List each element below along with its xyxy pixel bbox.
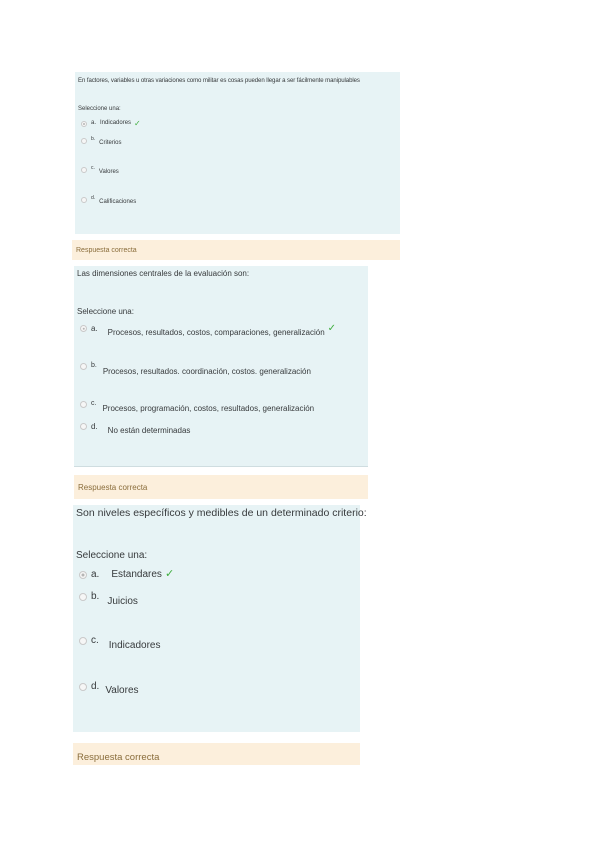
- radio-icon[interactable]: [79, 571, 87, 579]
- question-1-option-d[interactable]: [81, 195, 136, 205]
- option-letter: c.: [91, 165, 95, 171]
- question-3-box: [73, 505, 367, 732]
- option-label: Calificaciones: [99, 199, 137, 205]
- option-letter: a.: [91, 120, 97, 126]
- option-label: Juicios: [107, 596, 138, 607]
- checkmark-icon: ✓: [164, 568, 175, 580]
- question-2-option-c[interactable]: [80, 400, 314, 413]
- radio-icon[interactable]: [79, 637, 87, 645]
- question-1-option-c[interactable]: [81, 165, 119, 175]
- radio-icon[interactable]: [81, 138, 87, 144]
- radio-icon[interactable]: [81, 167, 87, 173]
- option-letter: d.: [91, 195, 96, 201]
- option-letter: b.: [91, 362, 97, 369]
- option-label: No están determinadas: [107, 426, 191, 435]
- option-letter: b.: [91, 136, 96, 142]
- question-1-option-b[interactable]: [81, 136, 122, 146]
- question-3-text: Son niveles específicos y medibles de un determinado criterio:: [76, 507, 367, 519]
- question-3-option-b[interactable]: [79, 591, 138, 607]
- option-letter: c.: [91, 635, 99, 646]
- radio-icon[interactable]: [79, 593, 87, 601]
- option-label: Indicadores: [108, 640, 161, 651]
- question-2-option-b[interactable]: [80, 362, 311, 376]
- question-1-feedback: Respuesta correcta: [72, 240, 400, 260]
- radio-icon[interactable]: [80, 325, 87, 332]
- option-letter: d.: [91, 422, 98, 431]
- question-2-option-a[interactable]: [80, 324, 336, 337]
- option-label: Indicadores: [100, 120, 132, 126]
- question-2-feedback: Respuesta correcta: [74, 475, 368, 499]
- option-label: Procesos, resultados. coordinación, costos. generalización: [102, 367, 311, 376]
- option-label: Valores: [98, 169, 119, 175]
- checkmark-icon: ✓: [327, 323, 337, 334]
- option-letter: a.: [91, 324, 98, 333]
- question-3-option-a[interactable]: [79, 569, 174, 580]
- question-2-box: [74, 266, 368, 466]
- radio-icon[interactable]: [81, 197, 87, 203]
- question-1-box: [75, 72, 400, 234]
- option-letter: b.: [91, 591, 100, 602]
- radio-icon[interactable]: [80, 423, 87, 430]
- checkmark-icon: ✓: [134, 119, 141, 128]
- question-2-text: Las dimensiones centrales de la evaluación son:: [77, 269, 250, 278]
- option-label: Procesos, programación, costos, resultados, generalización: [102, 404, 315, 413]
- question-2-prompt: Seleccione una:: [77, 307, 134, 316]
- radio-icon[interactable]: [79, 683, 87, 691]
- option-letter: a.: [91, 569, 100, 580]
- option-label: Estandares: [111, 569, 162, 580]
- question-2-divider: [74, 466, 368, 467]
- question-3-option-d[interactable]: [79, 681, 139, 696]
- question-3-feedback: Respuesta correcta: [73, 743, 360, 765]
- question-2-option-d[interactable]: [80, 422, 190, 435]
- question-1-text: En factores, variables u otras variaciones como militar es cosas pueden llegar a ser fácilmente manipulables: [78, 77, 360, 84]
- question-1-prompt: Seleccione una:: [78, 106, 121, 112]
- option-label: Procesos, resultados, costos, comparaciones, generalización: [107, 328, 325, 337]
- option-label: Valores: [105, 685, 139, 696]
- question-3-option-c[interactable]: [79, 635, 160, 651]
- question-3-prompt: Seleccione una:: [76, 550, 148, 561]
- option-letter: c.: [91, 400, 97, 407]
- radio-icon[interactable]: [80, 363, 87, 370]
- radio-icon[interactable]: [80, 401, 87, 408]
- radio-icon[interactable]: [81, 121, 87, 127]
- question-1-option-a[interactable]: [81, 120, 141, 127]
- option-label: Criterios: [99, 140, 122, 146]
- option-letter: d.: [91, 681, 100, 692]
